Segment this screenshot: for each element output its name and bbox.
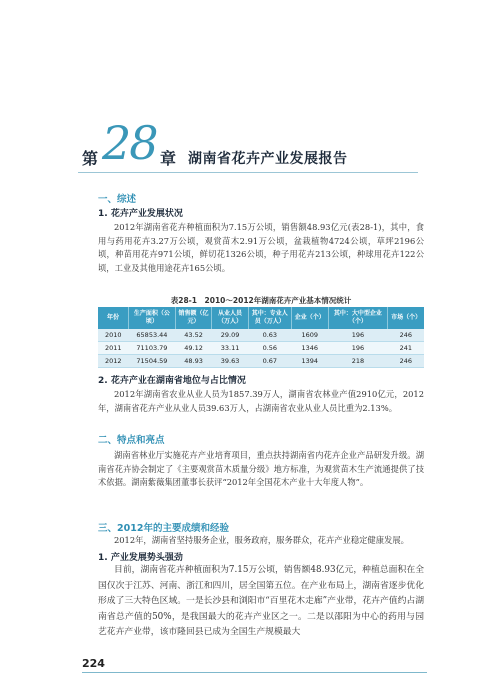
table-cell: 218 [328, 355, 388, 368]
subheading-momentum: 1. 产业发展势头强劲 [98, 553, 183, 563]
table-cell: 71103.79 [129, 342, 176, 355]
subheading-industry-status: 1. 花卉产业发展状况 [98, 209, 183, 219]
table-header-row [98, 307, 424, 329]
table-cell: 1346 [291, 342, 328, 355]
table-cell: 1394 [291, 355, 328, 368]
table-row [98, 355, 424, 368]
table-header-cell: 其中：大中型企业（个） [328, 307, 388, 329]
table-cell: 2011 [98, 342, 129, 355]
paragraph-industry-position: 2012年湖南省农业从业人员为1857.39万人，湖南省农林业产值2910亿元，2012年，湖南省花卉产业从业人员39.63万人，占湖南省农业从业人员比重为2.13%。 [98, 389, 424, 413]
footer-divider [82, 672, 427, 673]
chapter-prefix: 第 [82, 149, 99, 168]
table-cell: 0.67 [248, 355, 291, 368]
section-heading-overview: 一、综述 [98, 194, 137, 205]
table-header-cell: 销售额（亿元） [175, 307, 211, 329]
subheading-industry-position: 2. 花卉产业在湖南省地位与占比情况 [98, 376, 246, 386]
statistics-table [98, 307, 424, 368]
table-header-cell: 生产面积（公顷） [129, 307, 176, 329]
table-header-cell: 从业人员（万人） [212, 307, 248, 329]
table-cell: 246 [388, 355, 424, 368]
table-cell: 49.12 [175, 342, 211, 355]
table-cell: 33.11 [212, 342, 248, 355]
chapter-number: 28 [102, 116, 157, 170]
table-cell: 71504.59 [129, 355, 176, 368]
table-cell: 2010 [98, 329, 129, 342]
table-cell: 1609 [291, 329, 328, 342]
paragraph-momentum: 目前，湖南省花卉种植面积为7.15万公顷，销售额48.93亿元，种植总面积在全国仅次于江苏、河南、浙江和四川，居全国第五位。在产业布局上，湖南省逐步优化形成了三大特色区域。一是长沙县和浏阳市“百里花木走廊”产业带，花卉产值约占湖南省总产值的50%，是我国最大的花卉产业区之一。二是以邵阳为中心的药用与园艺花卉产业带，该市隆回县已成为全国生产规模最大 [98, 565, 424, 637]
table-caption: 表28-1 2010～2012年湖南花卉产业基本情况统计 [170, 296, 352, 305]
table-cell: 39.63 [212, 355, 248, 368]
chapter-divider [78, 172, 418, 173]
chapter-title: 湖南省花卉产业发展报告 [188, 151, 348, 167]
section-heading-highlights: 二、特点和亮点 [98, 435, 165, 446]
chapter-heading [78, 118, 438, 174]
table-row [98, 329, 424, 342]
table-cell: 196 [328, 342, 388, 355]
section-heading-achievements: 三、2012年的主要成绩和经验 [98, 523, 229, 534]
paragraph-achievements-intro: 2012年，湖南省坚持服务企业，服务政府，服务群众，花卉产业稳定健康发展。 [114, 535, 409, 545]
table-cell: 65853.44 [129, 329, 176, 342]
table-cell: 43.52 [175, 329, 211, 342]
table-header-cell: 企业（个） [291, 307, 328, 329]
table-cell: 241 [388, 342, 424, 355]
table-cell: 2012 [98, 355, 129, 368]
table-cell: 246 [388, 329, 424, 342]
page-number: 224 [82, 657, 105, 670]
table-cell: 29.09 [212, 329, 248, 342]
table-header-cell: 市场（个） [388, 307, 424, 329]
table-cell: 196 [328, 329, 388, 342]
chapter-suffix: 章 [160, 149, 177, 168]
table-header-cell: 年份 [98, 307, 129, 329]
table-cell: 48.93 [175, 355, 211, 368]
table-cell: 0.63 [248, 329, 291, 342]
table-cell: 0.56 [248, 342, 291, 355]
table-row [98, 342, 424, 355]
paragraph-highlights: 湖南省林业厅实施花卉产业培育项目，重点扶持湖南省内花卉企业产品研发升级。湖南省花卉协会制定了《主要观赏苗木质量分级》地方标准，为观赏苗木生产流通提供了技术依据。湖南紫薇集团董事长获评“2012年全国花木产业十大年度人物”。 [98, 450, 424, 487]
paragraph-industry-status: 2012年湖南省花卉种植面积为7.15万公顷，销售额48.93亿元(表28-1)，其中，食用与药用花卉3.27万公顷，观赏苗木2.91万公顷，盆栽植物4724公顷，草坪2196公顷，种苗用花卉971公顷，鲜切花1326公顷，种子用花卉213公顷，种球用花卉122公顷，工业及其他用途花卉165公顷。 [98, 222, 424, 273]
table-header-cell: 其中：专业人员（万人） [248, 307, 291, 329]
